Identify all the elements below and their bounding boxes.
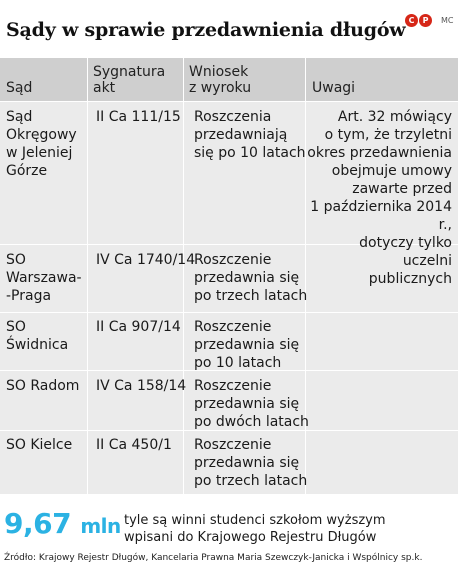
logo-circle-p: P: [419, 14, 432, 27]
cell-court: SO Radom: [6, 378, 80, 394]
column-divider: [87, 58, 88, 494]
cell-court: SO Warszawa- -Praga: [6, 252, 82, 304]
cell-remarks: Art. 32 mówiący o tym, że trzyletni okres przedawnienia obejmuje umowy zawarte przed 1 października 2014 r., dotyczy tylko uczelni publicznych: [307, 109, 452, 287]
cell-signature: IV Ca 1740/14: [96, 252, 196, 268]
cell-court: SO Kielce: [6, 437, 73, 453]
source-note: Źródło: Krajowy Rejestr Długów, Kancelaria Prawna Maria Szewczyk-Janicka i Wspólnicy sp.k.: [4, 553, 423, 563]
cell-motion: Roszczenie przedawnia się po dwóch latach: [194, 378, 309, 430]
debt-total-unit: mln: [80, 514, 121, 538]
debt-total: [4, 507, 121, 540]
cell-court: Sąd Okręgowy w Jeleniej Górze: [6, 109, 77, 179]
cell-signature: II Ca 450/1: [96, 437, 172, 453]
logo-circle-c: C: [405, 14, 418, 27]
row-divider: [0, 101, 458, 102]
debt-total-value: 9,67: [4, 507, 72, 540]
row-divider: [0, 312, 458, 313]
header-motion: Wniosek z wyroku: [189, 64, 252, 96]
courts-table: [0, 58, 458, 494]
cell-signature: II Ca 111/15: [96, 109, 181, 125]
cell-signature: II Ca 907/14: [96, 319, 181, 335]
cell-motion: Roszczenia przedawniają się po 10 latach: [194, 109, 306, 161]
cell-motion: Roszczenie przedawnia się po 10 latach: [194, 319, 300, 371]
header-signature: Sygnatura akt: [93, 64, 166, 96]
page-title: Sądy w sprawie przedawnienia długów: [6, 19, 406, 41]
header-remarks: Uwagi: [312, 80, 356, 96]
author-initials: MC: [441, 16, 454, 25]
debt-total-description: tyle są winni studenci szkołom wyższym wpisani do Krajowego Rejestru Długów: [124, 513, 386, 545]
header-court: Sąd: [6, 80, 33, 96]
column-divider: [183, 58, 184, 494]
cell-signature: IV Ca 158/14: [96, 378, 187, 394]
publisher-logo: [405, 14, 433, 26]
cell-motion: Roszczenie przedawnia się po trzech latach: [194, 437, 308, 489]
cell-court: SO Świdnica: [6, 319, 69, 353]
cell-motion: Roszczenie przedawnia się po trzech latach: [194, 252, 308, 304]
